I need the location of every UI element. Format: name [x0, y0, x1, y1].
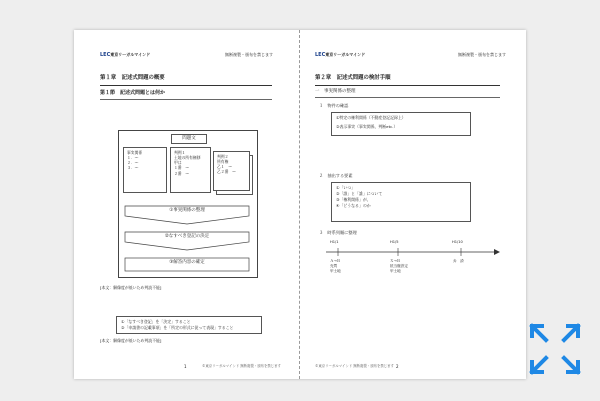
- card-line: 所有権: [217, 159, 229, 165]
- card-line: 判例１: [174, 150, 186, 155]
- timeline-date: H1/5: [390, 240, 399, 244]
- page-footer: ©東京リーガルマインド 無断複製・頒布を禁じます: [315, 364, 394, 369]
- left-header-note: 無断複製・頒布を禁じます: [225, 52, 273, 57]
- item3-heading: ３ 時系列順に整理: [319, 230, 357, 235]
- fact-card: [123, 147, 167, 193]
- item2-box: [331, 182, 471, 222]
- timeline-date: H1/1: [330, 240, 339, 244]
- page-number: 1: [184, 363, 187, 369]
- item1-heading: １ 物件の確認: [319, 103, 349, 108]
- card-line: 判例２: [217, 154, 229, 159]
- timeline-date: H1/10: [452, 240, 463, 244]
- card-line: ３．〜: [127, 165, 139, 171]
- card-line: 土地の所有権移: [174, 155, 201, 161]
- timeline-event-2: Ｘ→Ｂ 抵当権設定 甲土地: [390, 259, 408, 274]
- item2-line: ①「いつ」: [336, 185, 356, 190]
- left-header-logo: LEC東京リーガルマインド: [100, 52, 151, 58]
- item1-line: ②表示事実（事実関係、判断etc.）: [336, 123, 398, 129]
- figure-title: 問題文: [171, 134, 207, 144]
- card-line: ２．〜: [127, 160, 139, 166]
- right-header-logo: LEC東京リーガルマインド: [315, 52, 366, 58]
- left-section-rule: [100, 99, 272, 100]
- document-spread: [74, 30, 526, 379]
- card-line: １番 〜: [174, 165, 190, 171]
- right-section-rule: [315, 97, 500, 98]
- left-section-title: 第１節 記述式問題とは何か: [100, 90, 166, 96]
- step-label: ③解答内容の確定: [169, 260, 205, 265]
- left-chapter-rule: [100, 85, 272, 86]
- item2-line: ④「どうなる」のか: [336, 202, 371, 208]
- register-card-1: [170, 147, 211, 193]
- step-label: ①事実関係の整理: [169, 208, 205, 213]
- key-point: ①「なすべき登記」を「決定」すること: [121, 319, 191, 324]
- right-chapter-title: 第２章 記述式問題の検討手順: [315, 75, 391, 81]
- closing-paragraph: [本文：解像度が低いため判読不能]: [100, 338, 162, 343]
- card-line: １．〜: [127, 155, 139, 161]
- register-card-2: [213, 151, 250, 191]
- expand-arrows-icon[interactable]: [526, 320, 584, 378]
- body-paragraph: [本文：解像度が低いため判読不能]: [100, 285, 162, 290]
- card-line: 事実関係: [127, 150, 143, 155]
- right-header-note: 無断複製・頒布を禁じます: [458, 52, 506, 57]
- timeline-event-1: Ａ→Ｂ 売買 甲土地: [330, 259, 341, 274]
- left-page: [74, 30, 299, 379]
- right-section-title: 一 事実関係の整理: [315, 89, 356, 94]
- left-chapter-title: 第１章 記述式問題の概要: [100, 75, 165, 81]
- key-points-box: [116, 316, 262, 334]
- key-point: ②「申請書の記載事項」を「所定の形式に従って表現」すること: [121, 324, 234, 330]
- item2-heading: ２ 抽出する要素: [319, 173, 353, 178]
- page-gutter: [299, 30, 300, 379]
- process-figure: [118, 130, 258, 278]
- item2-line: ②「誰」と「誰」について: [336, 190, 383, 196]
- timeline-event-3: 弁 済: [453, 259, 464, 263]
- step-arrow-1: [123, 205, 251, 219]
- item2-line: ③「権利関係」が、: [336, 196, 371, 202]
- item1-box: [331, 112, 471, 136]
- step-arrow-3: [123, 257, 251, 271]
- timeline: [326, 240, 501, 290]
- card-line: 甲は: [174, 160, 182, 166]
- step-label: ②なすべき登記の決定: [164, 234, 210, 239]
- page-number: 2: [396, 363, 399, 369]
- item1-line: ①特定の権利関係（不動産登記記録上）: [336, 115, 406, 120]
- card-line: ２番 〜: [174, 170, 190, 176]
- card-line: 乙１ 〜: [217, 164, 233, 170]
- card-line: 乙２番 〜: [217, 169, 236, 175]
- right-page: [301, 30, 526, 379]
- step-arrow-2: [123, 231, 251, 245]
- right-chapter-rule: [315, 85, 500, 86]
- page-footer: ©東京リーガルマインド 無断複製・頒布を禁じます: [202, 364, 281, 369]
